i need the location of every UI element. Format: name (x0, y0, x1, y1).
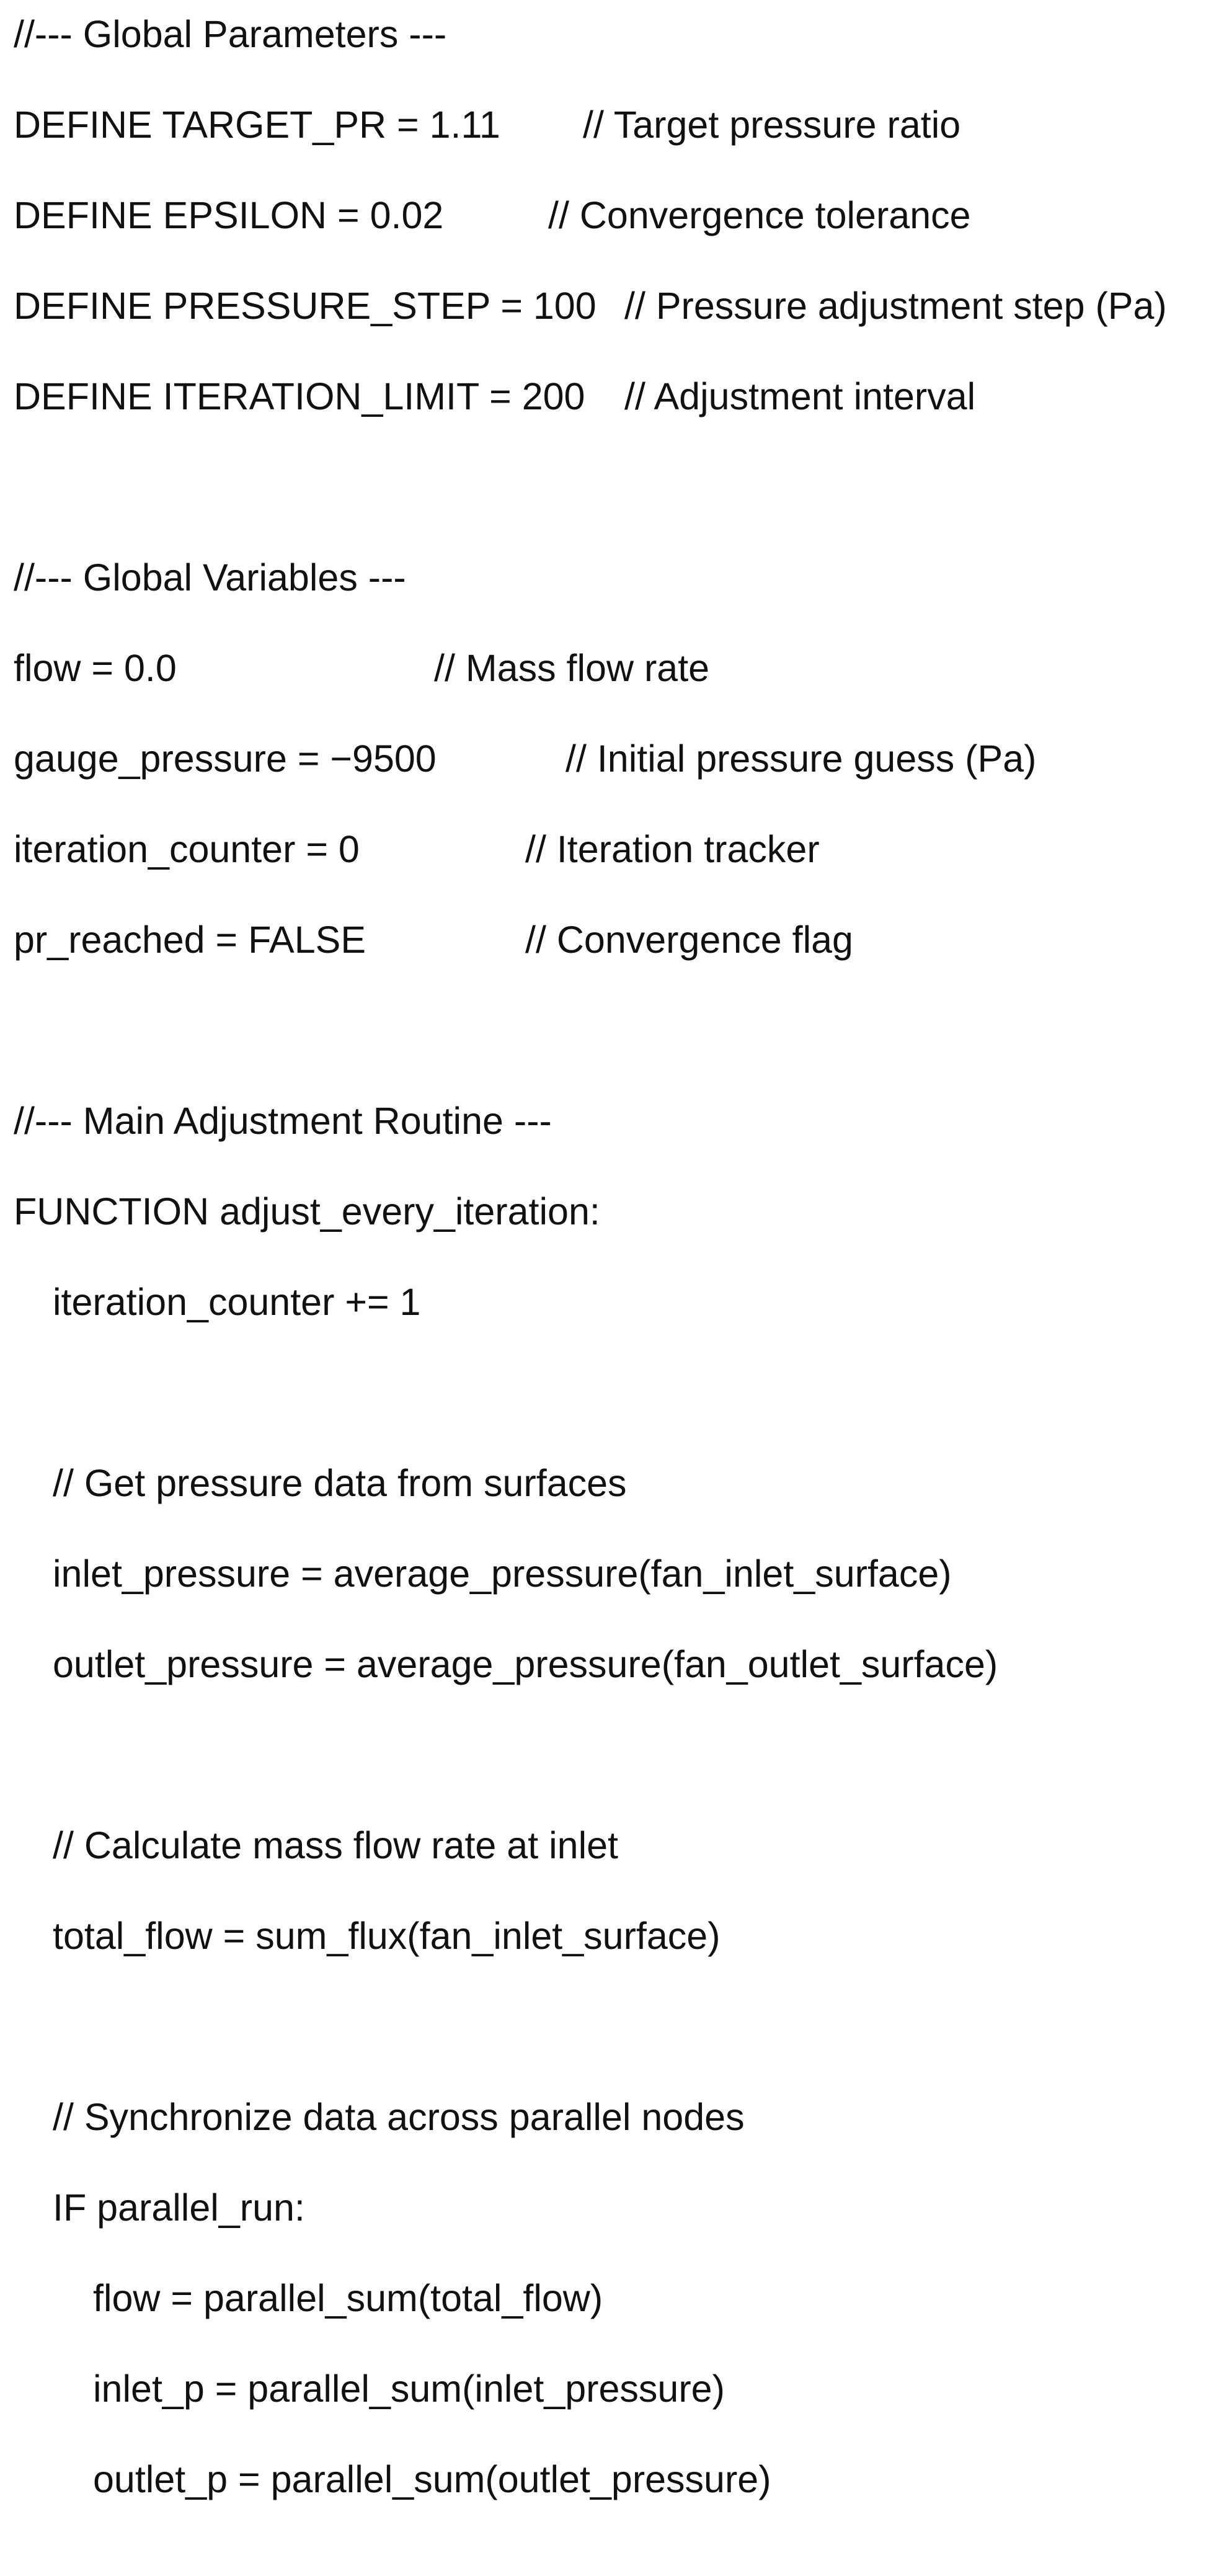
code-text: //--- Global Parameters --- (14, 13, 447, 55)
inline-comment: // Pressure adjustment step (Pa) (624, 285, 1167, 327)
code-line-define-iteration-limit (14, 375, 976, 529)
code-text: gauge_pressure = −9500 (14, 738, 437, 780)
code-text: DEFINE ITERATION_LIMIT = 200 (14, 375, 585, 417)
code-text: FUNCTION adjust_every_iteration: (14, 1190, 600, 1232)
code-text: inlet_pressure = average_pressure(fan_inlet_surface) (53, 1553, 952, 1595)
code-text: outlet_pressure = average_pressure(fan_outlet_surface) (53, 1643, 998, 1685)
code-line-total-flow (53, 1915, 721, 2031)
inline-comment: // Adjustment interval (624, 375, 976, 417)
code-text: // Calculate mass flow rate at inlet (53, 1824, 618, 1866)
code-text: pr_reached = FALSE (14, 919, 366, 961)
code-text: iteration_counter = 0 (14, 828, 360, 870)
inline-comment: // Convergence flag (525, 919, 853, 961)
inline-comment: // Convergence tolerance (548, 194, 971, 236)
code-text: // Get pressure data from surfaces (53, 1462, 627, 1504)
code-text: DEFINE EPSILON = 0.02 (14, 194, 444, 236)
code-text: DEFINE TARGET_PR = 1.11 (14, 104, 500, 146)
code-line-parallel-outlet (93, 2458, 771, 2574)
code-text: iteration_counter += 1 (53, 1281, 421, 1323)
code-text: //--- Main Adjustment Routine --- (14, 1100, 552, 1142)
inline-comment: // Mass flow rate (434, 647, 710, 689)
code-text: outlet_p = parallel_sum(outlet_pressure) (93, 2458, 771, 2500)
code-text: DEFINE PRESSURE_STEP = 100 (14, 285, 596, 327)
inline-comment: // Iteration tracker (525, 828, 820, 870)
inline-comment: // Target pressure ratio (583, 104, 961, 146)
code-text: flow = parallel_sum(total_flow) (93, 2277, 603, 2319)
code-text: IF parallel_run: (53, 2186, 305, 2229)
code-text: total_flow = sum_flux(fan_inlet_surface) (53, 1915, 721, 1957)
code-text: inlet_p = parallel_sum(inlet_pressure) (93, 2368, 725, 2410)
code-line-increment-counter (53, 1281, 421, 1397)
code-line-pr-reached (14, 919, 853, 1072)
inline-comment: // Initial pressure guess (Pa) (565, 738, 1037, 780)
code-text: // Synchronize data across parallel nodes (53, 2096, 745, 2138)
code-line-outlet-pressure (53, 1643, 998, 1759)
code-line-if-parallel-run (53, 2186, 305, 2302)
code-text: //--- Global Variables --- (14, 556, 406, 599)
code-text: flow = 0.0 (14, 647, 177, 689)
